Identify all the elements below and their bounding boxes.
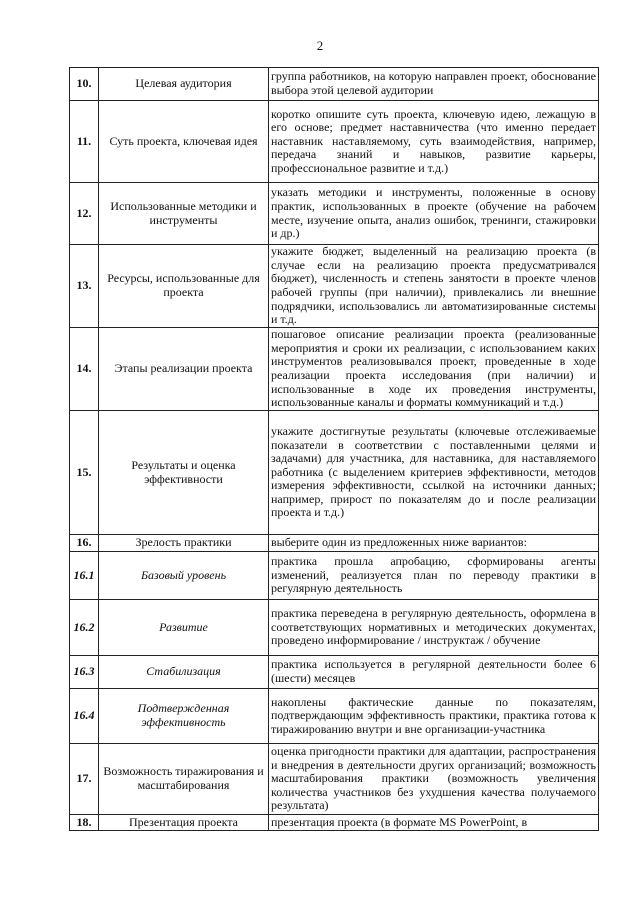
row-description: выберите один из предложенных ниже вариантов: [269, 535, 599, 552]
row-number: 18. [70, 815, 99, 831]
row-number: 13. [70, 245, 99, 328]
table-row [70, 328, 599, 411]
table-row [70, 689, 599, 744]
row-title: Суть проекта, ключевая идея [99, 101, 269, 183]
table-row [70, 815, 599, 831]
row-title: Презентация проекта [99, 815, 269, 831]
table-row [70, 552, 599, 600]
row-description: практика переведена в регулярную деятельность, оформлена в соответствующих нормативных и методических документах, проведено информирование / инструктаж / обучение [269, 600, 599, 656]
row-title: Возможность тиражирования и масштабирования [99, 744, 269, 815]
table-row [70, 411, 599, 535]
row-description: укажите бюджет, выделенный на реализацию проекта (в случае если на реализацию проекта предусматривался бюджет), численность и степень занятости в проекте членов рабочей группы (при наличии), привлекались ли внешние подрядчики, использовались ли автоматизированные системы и т.д. [269, 245, 599, 328]
row-description: указать методики и инструменты, положенные в основу практик, использованных в проекте (обучение на рабочем месте, изучение опыта, анализ ошибок, тренинги, стажировки и др.) [269, 183, 599, 245]
row-title: Этапы реализации проекта [99, 328, 269, 411]
row-description: группа работников, на которую направлен проект, обоснование выбора этой целевой аудитории [269, 68, 599, 101]
row-title: Зрелость практики [99, 535, 269, 552]
row-number: 16.4 [70, 689, 99, 744]
table-row [70, 744, 599, 815]
row-description: укажите достигнутые результаты (ключевые отслеживаемые показатели в соответствии с поставленными целями и задачами) для участника, для наставника, для наставляемого работника (с выделением критериев эффективности, методов измерения эффективности, ссылкой на источники данных; например, прирост по показателям до и после реализации проекта и т.д.) [269, 411, 599, 535]
row-title: Целевая аудитория [99, 68, 269, 101]
page-number: 2 [316, 38, 324, 53]
project-table [69, 67, 599, 831]
row-number: 15. [70, 411, 99, 535]
table-row [70, 535, 599, 552]
table-row [70, 600, 599, 656]
row-title: Стабилизация [99, 656, 269, 689]
row-description: накоплены фактические данные по показателям, подтверждающим эффективность практики, практика готова к тиражированию внутри и вне организации-участника [269, 689, 599, 744]
row-description: практика прошла апробацию, сформированы агенты изменений, реализуется план по переводу практики в регулярную деятельность [269, 552, 599, 600]
row-title: Результаты и оценка эффективности [99, 411, 269, 535]
row-description: пошаговое описание реализации проекта (реализованные мероприятия и сроки их реализации, с использованием каких инструментов реализовывался проект, проведенные в ходе реализации проекта исследования (при наличии) и использованные в ходе их проведения инструменты, использованные каналы и форматы коммуникаций и т.д.) [269, 328, 599, 411]
row-title: Ресурсы, использованные для проекта [99, 245, 269, 328]
row-number: 16.1 [70, 552, 99, 600]
row-number: 11. [70, 101, 99, 183]
row-description: коротко опишите суть проекта, ключевую идею, лежащую в его основе; предмет наставничества (что именно передает наставник наставляемому, суть взаимодействия, например, передача знаний и навыков, развитие карьеры, профессиональное развитие и т.д.) [269, 101, 599, 183]
row-description: практика используется в регулярной деятельности более 6 (шести) месяцев [269, 656, 599, 689]
row-description: презентация проекта (в формате MS PowerPoint, в [269, 815, 599, 831]
row-title: Подтвержденная эффективность [99, 689, 269, 744]
row-number: 17. [70, 744, 99, 815]
row-number: 14. [70, 328, 99, 411]
table-row [70, 101, 599, 183]
table-row [70, 68, 599, 101]
row-number: 10. [70, 68, 99, 101]
row-number: 12. [70, 183, 99, 245]
row-number: 16. [70, 535, 99, 552]
row-title: Базовый уровень [99, 552, 269, 600]
table-row [70, 245, 599, 328]
row-number: 16.3 [70, 656, 99, 689]
row-number: 16.2 [70, 600, 99, 656]
row-description: оценка пригодности практики для адаптации, распространения и внедрения в деятельности других организаций; возможность масштабирования практики (возможность увеличения количества участников без ухудшения качества получаемого результата) [269, 744, 599, 815]
row-title: Развитие [99, 600, 269, 656]
table-row [70, 656, 599, 689]
row-title: Использованные методики и инструменты [99, 183, 269, 245]
table-row [70, 183, 599, 245]
